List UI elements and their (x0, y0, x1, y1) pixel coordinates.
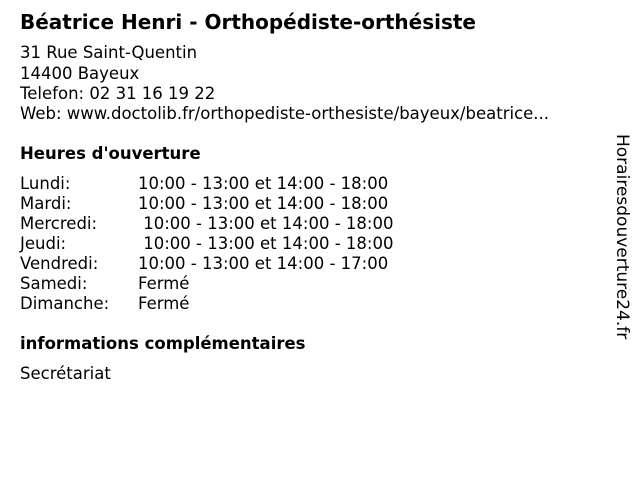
hours-day: Lundi: (20, 174, 71, 193)
hours-time: 10:00 - 13:00 et 14:00 - 17:00 (138, 254, 389, 273)
hours-day: Vendredi: (20, 254, 99, 273)
hours-time: 10:00 - 13:00 et 14:00 - 18:00 (138, 174, 389, 193)
hours-day: Samedi: (20, 274, 88, 293)
hours-time: 10:00 - 13:00 et 14:00 - 18:00 (138, 214, 394, 233)
page-title: Béatrice Henri - Orthopédiste-orthésiste (20, 10, 476, 34)
hours-day: Mardi: (20, 194, 72, 213)
hours-time: 10:00 - 13:00 et 14:00 - 18:00 (138, 234, 394, 253)
hours-heading: Heures d'ouverture (20, 144, 201, 163)
website-link: Web: www.doctolib.fr/orthopediste-orthesiste/bayeux/beatrice... (20, 104, 550, 123)
extra-info-text: Secrétariat (20, 364, 111, 383)
hours-time: Fermé (138, 274, 190, 293)
address-street: 31 Rue Saint-Quentin (20, 43, 198, 62)
hours-time: 10:00 - 13:00 et 14:00 - 18:00 (138, 194, 389, 213)
phone-number: Telefon: 02 31 16 19 22 (20, 84, 216, 103)
hours-day: Jeudi: (20, 234, 67, 253)
hours-time: Fermé (138, 294, 190, 313)
extra-info-heading: informations complémentaires (20, 334, 306, 353)
hours-day: Mercredi: (20, 214, 98, 233)
address-city: 14400 Bayeux (20, 64, 140, 83)
brand-watermark: Horairesdouverture24.fr (612, 134, 632, 340)
hours-day: Dimanche: (20, 294, 110, 313)
